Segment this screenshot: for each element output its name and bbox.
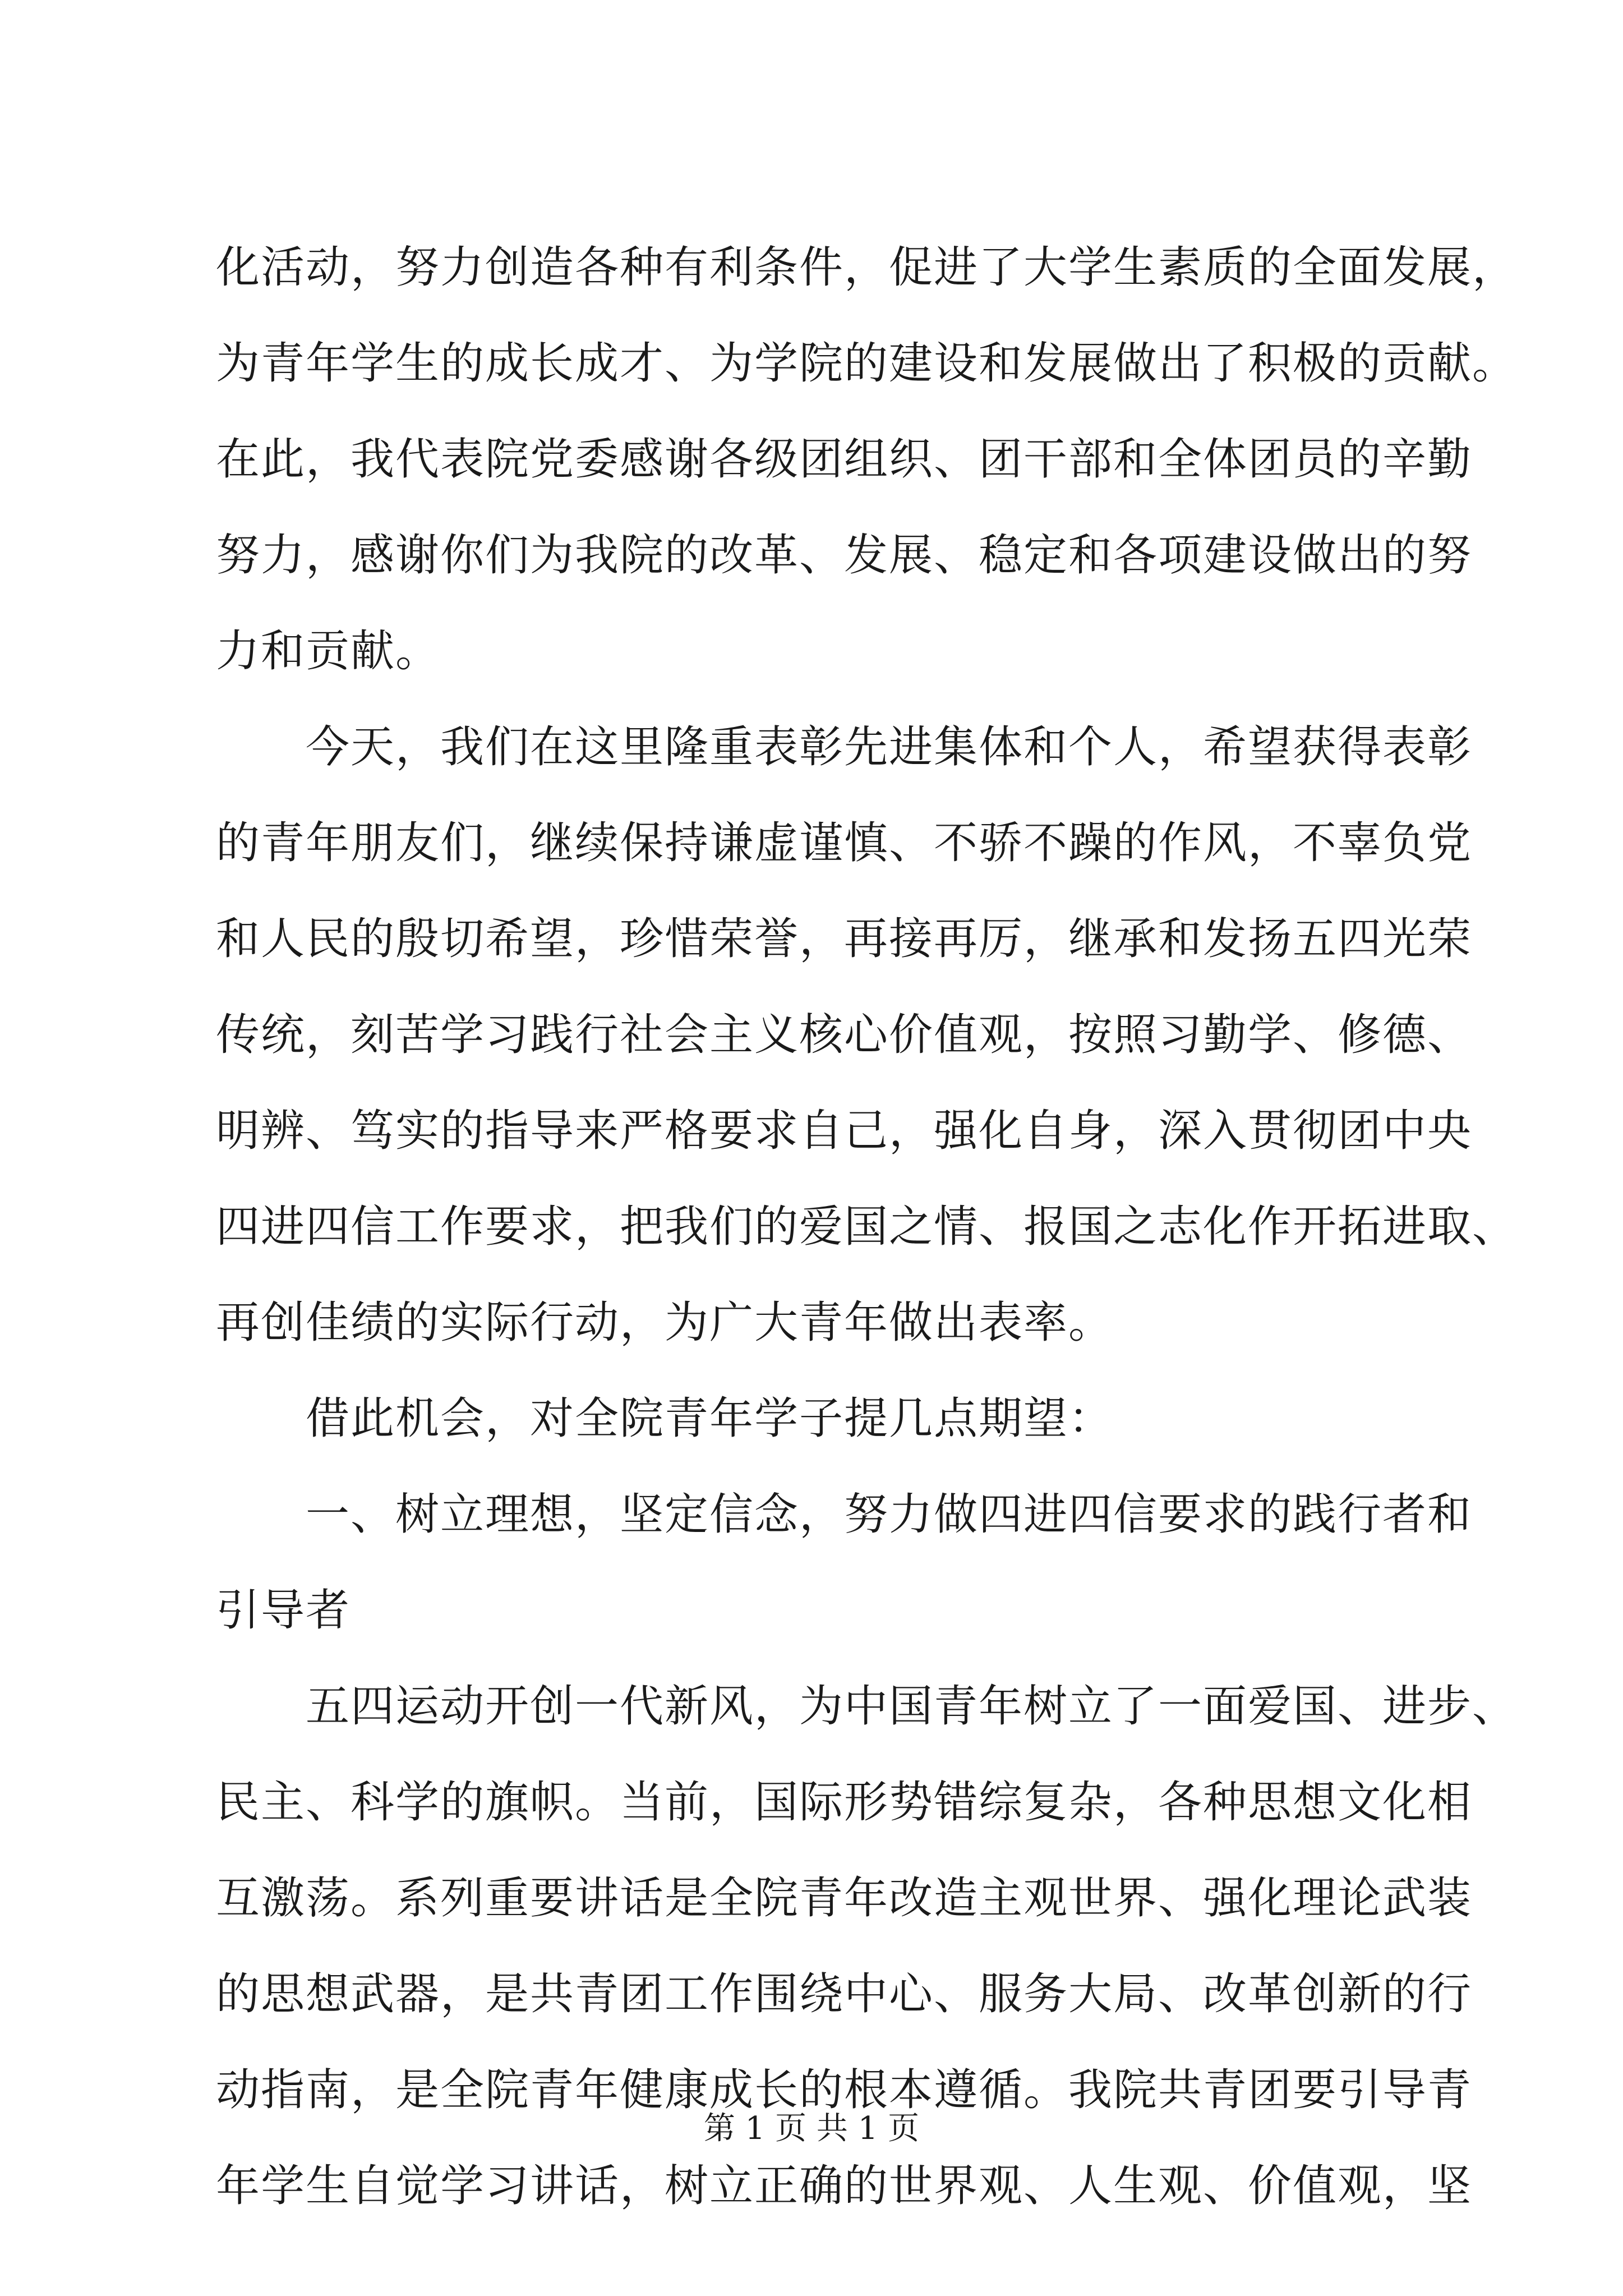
text-line: 明辨、笃实的指导来严格要求自己，强化自身，深入贯彻团中央 [216,1106,1473,1156]
section-heading: 引导者 [216,1585,351,1636]
text-line: 四进四信工作要求，把我们的爱国之情、报国之志化作开拓进取、 [216,1202,1518,1252]
text-line: 年学生自觉学习讲话，树立正确的世界观、人生观、价值观，坚 [216,2161,1473,2211]
text-line: 今天，我们在这里隆重表彰先进集体和个人，希望获得表彰 [306,722,1473,772]
text-line: 互激荡。系列重要讲话是全院青年改造主观世界、强化理论武装 [216,1873,1473,1924]
text-line: 为青年学生的成长成才、为学院的建设和发展做出了积极的贡献。 [216,338,1518,389]
text-line: 动指南，是全院青年健康成长的根本遵循。我院共青团要引导青 [216,2065,1473,2115]
text-line: 传统，刻苦学习践行社会主义核心价值观，按照习勤学、修德、 [216,1010,1473,1060]
text-line: 借此机会，对全院青年学子提几点期望： [306,1393,1114,1444]
text-line: 力和贡献。 [216,626,441,677]
section-heading: 一、树立理想，坚定信念，努力做四进四信要求的践行者和 [306,1489,1473,1540]
text-line: 和人民的殷切希望，珍惜荣誉，再接再厉，继承和发扬五四光荣 [216,914,1473,964]
body-text [216,220,1518,2234]
text-line: 化活动，努力创造各种有利条件，促进了大学生素质的全面发展， [216,242,1518,293]
text-line: 再创佳绩的实际行动，为广大青年做出表率。 [216,1297,1114,1348]
text-line: 五四运动开创一代新风，为中国青年树立了一面爱国、进步、 [306,1681,1518,1732]
text-line: 在此，我代表院党委感谢各级团组织、团干部和全体团员的辛勤 [216,434,1473,485]
page-number-footer: 第 1 页 共 1 页 [703,2110,920,2147]
text-line: 的思想武器，是共青团工作围绕中心、服务大局、改革创新的行 [216,1969,1473,2019]
text-line: 努力，感谢你们为我院的改革、发展、稳定和各项建设做出的努 [216,530,1473,581]
text-line: 的青年朋友们，继续保持谦虚谨慎、不骄不躁的作风，不辜负党 [216,818,1473,868]
text-line: 民主、科学的旗帜。当前，国际形势错综复杂，各种思想文化相 [216,1777,1473,1828]
